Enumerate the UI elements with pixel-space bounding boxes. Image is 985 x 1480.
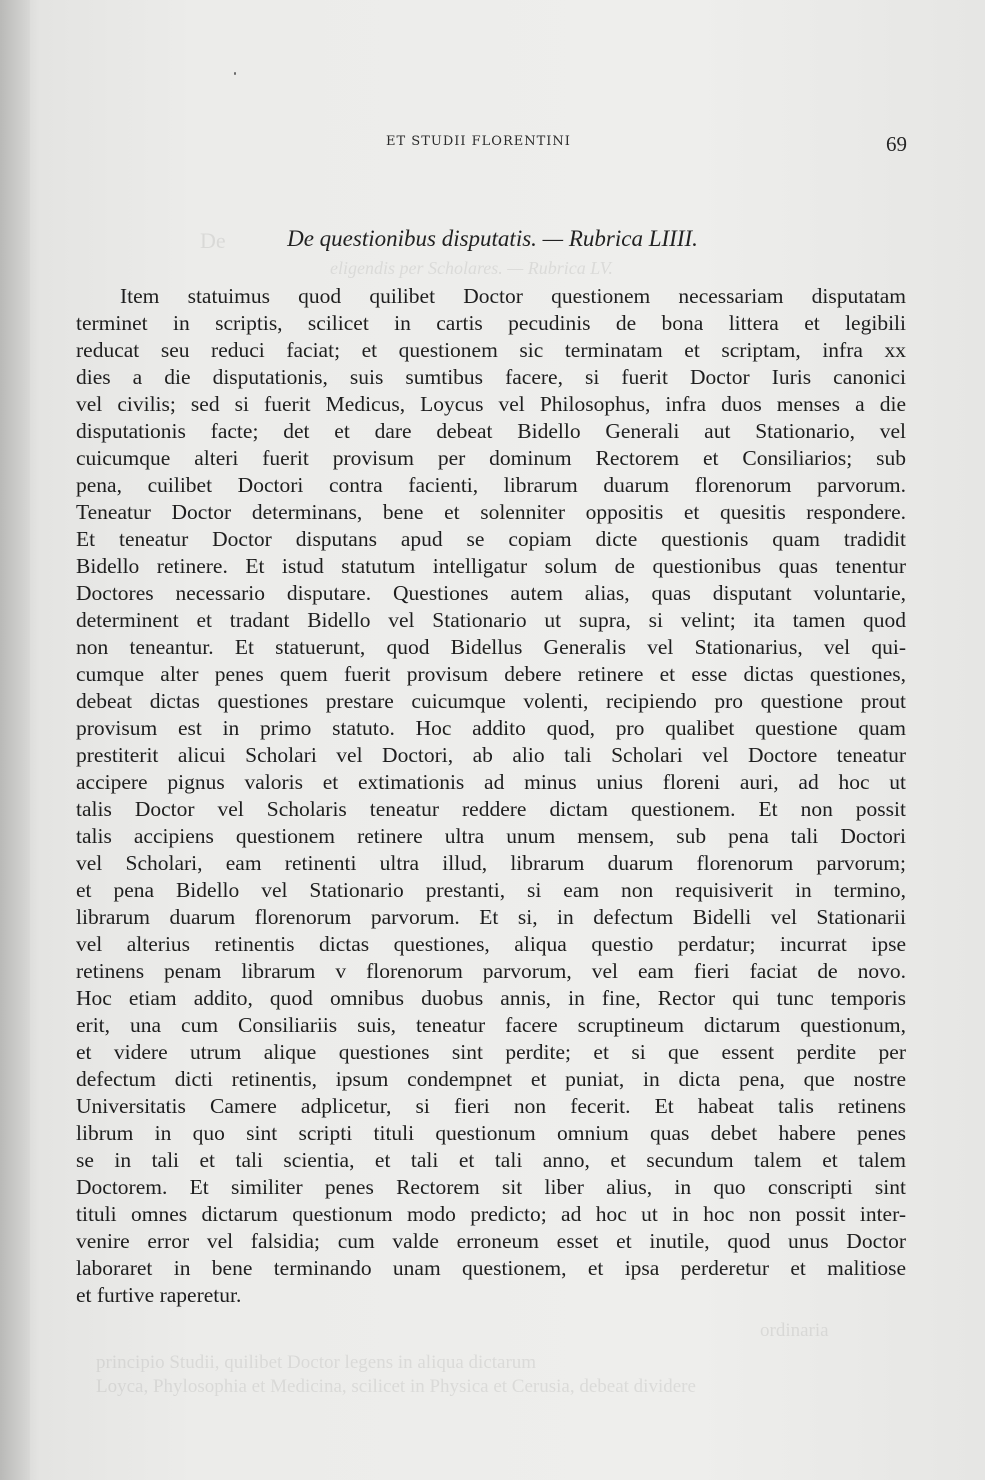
text-line: et furtive raperetur. [76,1283,242,1307]
paper-speck [234,72,236,75]
text-line: Doctores necessario disputare. Questiones autem alias, quas disputant voluntarie, [76,581,906,605]
running-head [0,132,985,156]
text-line: Hoc etiam addito, quod omnibus duobus annis, in fine, Rector qui tunc temporis [76,986,906,1010]
page-number: 69 [886,132,907,156]
text-line: reducat seu reduci faciat; et questionem sic terminatam et scriptam, infra xx [76,338,906,362]
text-line: debeat dictas questiones prestare cuicumque volenti, recipiendo pro questione prout [76,689,906,713]
text-line: provisum est in primo statuto. Hoc addito quod, pro qualibet questione quam [76,716,906,740]
text-line: non teneantur. Et statuerunt, quod Bidellus Generalis vel Stationarius, vel qui- [76,635,906,659]
running-title: ET STUDII FLORENTINI [386,134,571,149]
text-line: defectum dicti retinentis, ipsum condempnet et puniat, in dicta pena, que nostre [76,1067,906,1091]
text-line: prestiterit alicui Scholari vel Doctori, ab alio tali Scholari vel Doctore teneatur [76,743,906,767]
text-line: retinens penam librarum v florenorum parvorum, vel eam fieri faciat de novo. [76,959,906,983]
rubric-heading: De questionibus disputatis. — Rubrica LIIII. [287,226,698,251]
text-line: et videre utrum alique questiones sint perdite; et si que essent perdite per [76,1040,906,1064]
text-line: vel alterius retinentis dictas questiones, aliqua questio perdatur; incurrat ipse [76,932,906,956]
text-line: tituli omnes dictarum questionum modo predicto; ad hoc ut in hoc non possit inter- [76,1202,906,1226]
text-line: Bidello retinere. Et istud statutum intelligatur solum de questionibus quas tenentur [76,554,906,578]
text-line: terminet in scriptis, scilicet in cartis pecudinis de bona littera et legibili [76,311,906,335]
text-line: et pena Bidello vel Stationario prestanti, si eam non requisiverit in termino, [76,878,906,902]
text-line: cuicumque alteri fuerit provisum per dominum Rectorem et Consiliarios; sub [76,446,906,470]
text-line: venire error vel falsidia; cum valde erroneum esset et inutile, quod unus Doctor [76,1229,906,1253]
text-line: Teneatur Doctor determinans, bene et solenniter oppositis et quesitis respondere. [76,500,906,524]
text-line: determinent et tradant Bidello vel Stationario ut supra, si velint; ita tamen quod [76,608,906,632]
statute-body [76,283,906,1309]
text-line: vel civilis; sed si fuerit Medicus, Loycus vel Philosophus, infra duos menses a die [76,392,906,416]
text-line: disputationis facte; det et dare debeat Bidello Generali aut Stationario, vel [76,419,906,443]
text-line: accipere pignus valoris et extimationis ad minus unius floreni auri, ad hoc ut [76,770,906,794]
text-line: vel Scholari, eam retinenti ultra illud, librarum duarum florenorum parvorum; [76,851,906,875]
text-line: librarum duarum florenorum parvorum. Et si, in defectum Bidelli vel Stationarii [76,905,906,929]
text-line: erit, una cum Consiliariis suis, teneatur facere scruptineum dictarum questionum, [76,1013,906,1037]
text-line: Item statuimus quod quilibet Doctor questionem necessariam disputatam [120,284,906,308]
text-line: pena, cuilibet Doctori contra facienti, librarum duarum florenorum parvorum. [76,473,906,497]
show-through-text: eligendis per Scholares. — Rubrica LV. [330,258,613,278]
show-through-text: ordinaria [760,1320,829,1341]
text-line: Doctorem. Et similiter penes Rectorem sit liber alius, in quo conscripti sint [76,1175,906,1199]
text-line: se in tali et tali scientia, et tali et tali anno, et secundum talem et talem [76,1148,906,1172]
text-line: librum in quo sint scripti tituli questionum omnium quas debet habere penes [76,1121,906,1145]
page-gutter-shadow [0,0,30,1480]
text-line: talis Doctor vel Scholaris teneatur reddere dictam questionem. Et non possit [76,797,906,821]
text-line: Universitatis Camere adplicetur, si fieri non fecerit. Et habeat talis retinens [76,1094,906,1118]
text-line: talis accipiens questionem retinere ultra unum mensem, sub pena tali Doctori [76,824,906,848]
text-line: laboraret in bene terminando unam questionem, et ipsa perderetur et malitiose [76,1256,906,1280]
show-through-text: principio Studii, quilibet Doctor legens in aliqua dictarum [96,1352,537,1373]
show-through-text: Loyca, Phylosophia et Medicina, scilicet in Physica et Cerusia, debeat dividere [96,1376,696,1397]
text-line: Et teneatur Doctor disputans apud se copiam dicte questionis quam tradidit [76,527,906,551]
text-line: cumque alter penes quem fuerit provisum debere retinere et esse dictas questiones, [76,662,906,686]
show-through-text: De [200,228,226,253]
text-line: dies a die disputationis, suis sumtibus facere, si fuerit Doctor Iuris canonici [76,365,906,389]
